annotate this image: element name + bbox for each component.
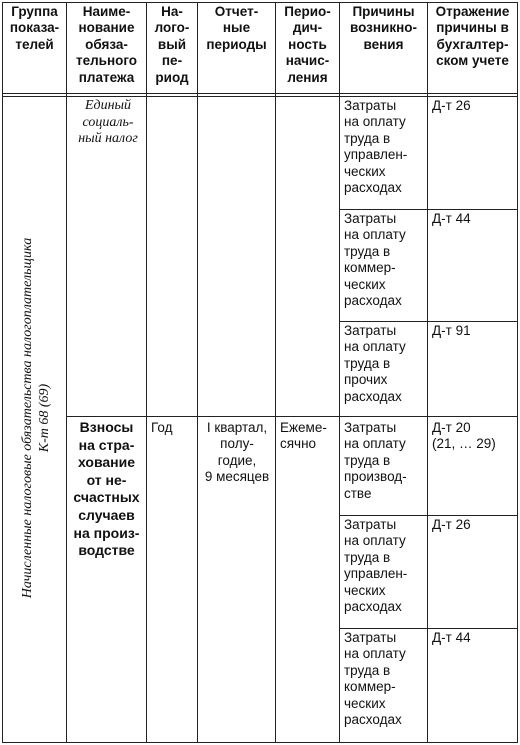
- tax-period-value: Год: [151, 420, 173, 435]
- account-cell: Д-т 26: [432, 517, 471, 532]
- table-border-left: [2, 2, 3, 743]
- account-cell: Д-т 26: [432, 98, 471, 113]
- reason-cell: Затраты на оплату труда в прочих расходах: [344, 323, 406, 404]
- header-reflection: Отражение причины в бухгалтер- ском учете: [435, 4, 510, 69]
- col-line-2: [146, 2, 147, 743]
- col-line-4: [275, 2, 276, 743]
- account-cell: Д-т 91: [432, 323, 471, 338]
- header-tax-period: На- лого- вый пе- риод: [154, 4, 190, 85]
- row-line-2: [339, 321, 518, 322]
- payment-name-1: Единый социаль- ный налог: [78, 98, 138, 147]
- table-border-right: [517, 2, 518, 743]
- row-line-3: [66, 416, 518, 417]
- reason-cell: Затраты на оплату труда в управлен- ческих расходах: [344, 98, 408, 196]
- report-periods-value: I квартал, полу- годие, 9 месяцев: [204, 420, 270, 485]
- row-line-1: [339, 209, 518, 210]
- account-cell: Д-т 44: [432, 211, 471, 226]
- table-border-bottom: [2, 742, 518, 743]
- group-label: Начисленные налоговые обязательства налогоплательщика К-т 68 (69): [20, 237, 52, 599]
- header-divider-2: [2, 96, 518, 97]
- reason-cell: Затраты на оплату труда в управлен- ческих расходах: [344, 517, 408, 615]
- col-line-1: [66, 2, 67, 743]
- header-reasons: Причины возникно- вения: [349, 4, 417, 52]
- payment-name-2: Взносы на стра- хование от не- счастных случаев на произ- водстве: [73, 419, 140, 559]
- accrual-period-value: Ежеме- сячно: [280, 420, 327, 452]
- header-divider: [2, 93, 518, 94]
- col-line-3: [197, 2, 198, 743]
- row-line-4: [339, 515, 518, 516]
- header-report-periods: Отчет- ные периоды: [206, 4, 267, 52]
- reason-cell: Затраты на оплату труда в коммер- ческих расходах: [344, 630, 406, 728]
- header-accrual-period: Перио- дич- ность начис- ления: [284, 4, 331, 85]
- header-group: Группа показа- телей: [9, 4, 60, 52]
- reason-cell: Затраты на оплату труда в производ- стве: [344, 420, 407, 501]
- table-border-top: [2, 2, 518, 3]
- row-line-5: [339, 628, 518, 629]
- col-line-5: [339, 2, 340, 743]
- account-cell: Д-т 44: [432, 630, 471, 645]
- reason-cell: Затраты на оплату труда в коммер- ческих расходах: [344, 211, 406, 309]
- account-cell: Д-т 20 (21, … 29): [432, 420, 496, 452]
- header-payment-name: Наиме- нование обяза- тельного платежа: [75, 4, 138, 85]
- col-line-6: [427, 2, 428, 743]
